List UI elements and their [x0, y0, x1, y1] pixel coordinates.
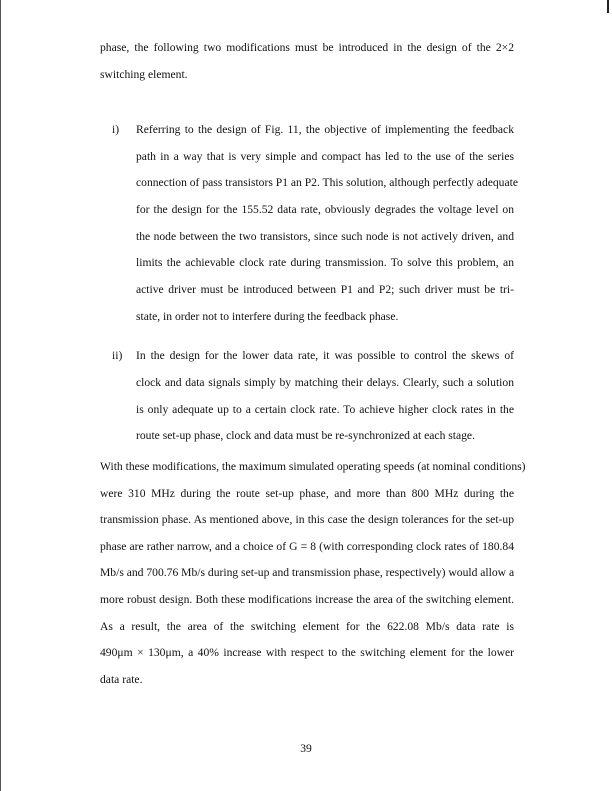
text-line: state, in order not to interfere during the feedback phase. — [136, 310, 399, 323]
page-number: 39 — [300, 742, 312, 755]
list-label: i) — [112, 123, 120, 136]
text-line: phase are rather narrow, and a choice of G = 8 (with corresponding clock rates of 180.84 — [100, 540, 514, 553]
text-line: is only adequate up to a certain clock rate. To achieve higher clock rates in the — [136, 403, 514, 416]
page-edge-line — [0, 0, 1, 791]
text-line: switching element. — [100, 68, 188, 81]
text-line: As a result, the area of the switching element for the 622.08 Mb/s data rate is — [100, 620, 514, 633]
text-line: In the design for the lower data rate, it was possible to control the skews of — [136, 349, 514, 362]
text-line: active driver must be introduced between P1 and P2; such driver must be tri- — [136, 283, 514, 296]
text-line: clock and data signals simply by matching their delays. Clearly, such a solution — [136, 376, 514, 389]
text-line: With these modifications, the maximum simulated operating speeds (at nominal conditions) — [100, 460, 526, 473]
text-line: 490μm × 130μm, a 40% increase with respect to the switching element for the lower — [100, 646, 514, 659]
scan-mark — [607, 0, 609, 13]
text-line: route set-up phase, clock and data must be re-synchronized at each stage. — [136, 429, 475, 442]
text-line: transmission phase. As mentioned above, in this case the design tolerances for the set-up — [100, 513, 514, 526]
list-label: ii) — [112, 349, 123, 362]
text-line: the node between the two transistors, since such node is not actively driven, and — [136, 230, 514, 243]
text-line: Referring to the design of Fig. 11, the objective of implementing the feedback — [136, 123, 514, 136]
text-line: Mb/s and 700.76 Mb/s during set-up and transmission phase, respectively) would allow a — [100, 566, 515, 579]
text-line: limits the achievable clock rate during transmission. To solve this problem, an — [136, 256, 514, 269]
text-line: connection of pass transistors P1 an P2. This solution, although perfectly adequate — [136, 176, 518, 189]
text-line: more robust design. Both these modifications increase the area of the switching element. — [100, 593, 514, 606]
text-line: for the design for the 155.52 data rate, obviously degrades the voltage level on — [136, 203, 514, 216]
text-line: were 310 MHz during the route set-up phase, and more than 800 MHz during the — [100, 487, 514, 500]
text-line: path in a way that is very simple and compact has led to the use of the series — [136, 150, 514, 163]
text-line: phase, the following two modifications must be introduced in the design of the 2×2 — [100, 41, 514, 54]
text-line: data rate. — [100, 673, 143, 686]
